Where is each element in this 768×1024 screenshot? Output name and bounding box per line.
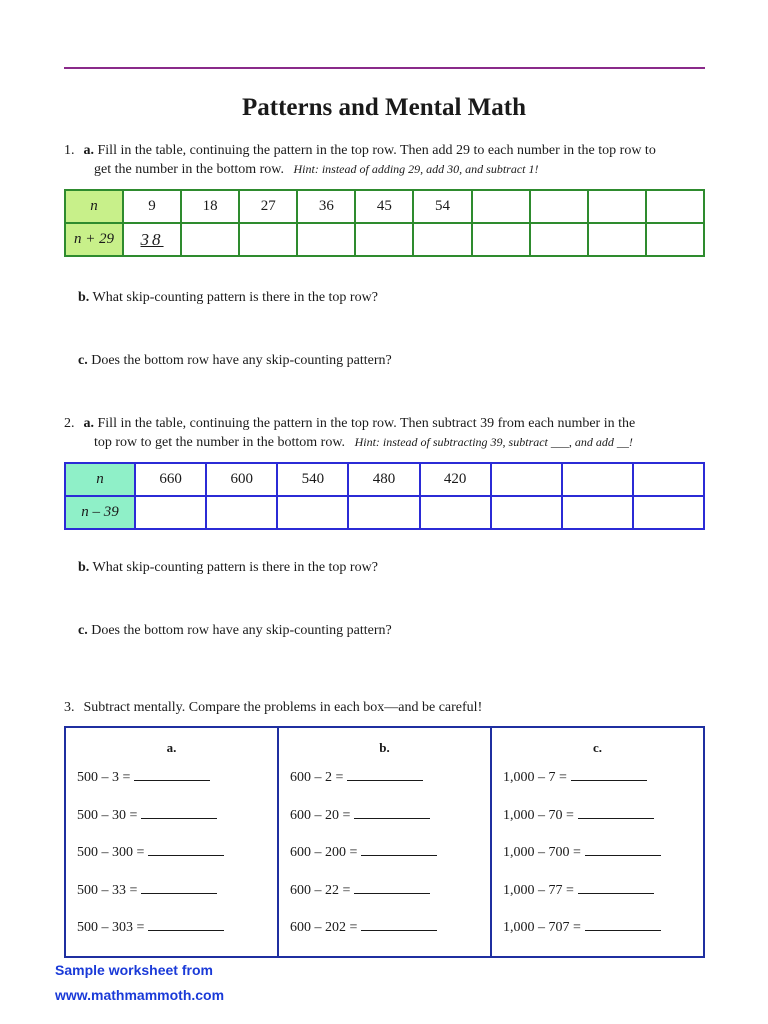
q2-cell[interactable]: 420 [420, 463, 491, 496]
q1-cell[interactable] [239, 223, 297, 256]
q2-cell[interactable] [562, 463, 633, 496]
q1-cell[interactable] [297, 223, 355, 256]
q1-part-c-label: c. [78, 353, 88, 368]
q1-part-b-text: What skip-counting pattern is there in the top row? [92, 290, 378, 305]
q1-line1: Fill in the table, continuing the pattern in the top row. Then add 29 to each number in the top row to [97, 143, 656, 158]
q3-column-label: c. [592, 740, 603, 755]
q1-cell[interactable]: 18 [181, 190, 239, 223]
q2-cell[interactable]: 540 [277, 463, 348, 496]
q1-hint: Hint: instead of adding 29, add 30, and subtract 1! [293, 162, 539, 176]
answer-blank[interactable] [354, 881, 430, 894]
q3-problem [66, 918, 277, 956]
q3-problem [66, 843, 277, 881]
q1-cell[interactable] [530, 190, 588, 223]
q2-line1: Fill in the table, continuing the pattern in the top row. Then subtract 39 from each number in the [97, 416, 636, 431]
q3-problem-text: 1,000 – 77 = [503, 882, 574, 898]
q3-problem-text: 1,000 – 700 = [503, 845, 581, 860]
q2-number: 2. [64, 416, 75, 431]
q1-row2-header [65, 223, 123, 256]
q2-cell[interactable]: 600 [206, 463, 277, 496]
answer-blank[interactable] [361, 918, 437, 931]
q1-cell[interactable] [472, 190, 530, 223]
q3-problem [492, 806, 703, 844]
q3-problem [279, 918, 490, 956]
answer-blank[interactable] [134, 768, 210, 781]
answer-blank[interactable] [578, 881, 654, 894]
q1-cell[interactable] [181, 223, 239, 256]
q3-instructions [64, 699, 714, 717]
q3-problem-text: 600 – 202 = [290, 920, 358, 935]
q2-cell[interactable] [206, 496, 277, 529]
q1-part-b-label: b. [78, 290, 90, 305]
q3-column-b [278, 727, 491, 957]
answer-blank[interactable] [585, 918, 661, 931]
answer-blank[interactable] [148, 918, 224, 931]
q1-bottom-row [65, 223, 704, 256]
answer-blank[interactable] [141, 806, 217, 819]
q3-problem [492, 918, 703, 956]
q1-row2-header-text: n + 29 [73, 231, 115, 247]
q3-problem-text: 1,000 – 7 = [503, 770, 567, 785]
q1-part-c-text: Does the bottom row have any skip-counting pattern? [91, 353, 392, 368]
q2-part-c [78, 623, 392, 639]
q3-problem [492, 768, 703, 806]
q3-problem [492, 843, 703, 881]
q3-problem-text: 600 – 22 = [290, 882, 351, 898]
q2-cell[interactable]: 660 [135, 463, 206, 496]
q3-instruction-text: Subtract mentally. Compare the problems in each box—and be careful! [83, 700, 483, 715]
q1-cell[interactable] [646, 190, 704, 223]
q2-instructions [64, 415, 714, 452]
q2-part-c-label: c. [78, 623, 88, 638]
q3-problem [66, 768, 277, 806]
answer-blank[interactable] [578, 806, 654, 819]
q3-problem [66, 881, 277, 919]
q1-cell[interactable] [588, 190, 646, 223]
q3-problem [279, 806, 490, 844]
q2-part-b-label: b. [78, 560, 90, 575]
q2-cell[interactable] [633, 463, 704, 496]
q3-problem [279, 843, 490, 881]
q1-part-c [78, 353, 392, 369]
answer-blank[interactable] [585, 843, 661, 856]
q2-part-c-text: Does the bottom row have any skip-counting pattern? [91, 623, 392, 638]
q2-cell[interactable] [420, 496, 491, 529]
q3-problem-text: 600 – 2 = [290, 770, 344, 785]
q1-cell[interactable] [355, 223, 413, 256]
q2-cell[interactable] [491, 496, 562, 529]
q1-cell[interactable]: 9 [123, 190, 181, 223]
answer-blank[interactable] [347, 768, 423, 781]
q1-cell[interactable] [530, 223, 588, 256]
q1-cell[interactable] [646, 223, 704, 256]
answer-blank[interactable] [571, 768, 647, 781]
title-rule [64, 67, 705, 69]
footer-link[interactable]: www.mathmammoth.com [55, 987, 225, 1003]
q3-problem-text: 1,000 – 70 = [503, 807, 574, 823]
q1-cell[interactable] [588, 223, 646, 256]
q2-pattern-table [64, 462, 705, 530]
q3-problem [279, 881, 490, 919]
q2-cell[interactable] [562, 496, 633, 529]
q1-instructions [64, 142, 714, 179]
q1-cell[interactable]: 36 [297, 190, 355, 223]
q3-problem-text: 500 – 3 = [77, 770, 131, 785]
q2-top-row [65, 463, 704, 496]
q1-row1-header: n [65, 190, 123, 223]
q3-column-c [491, 727, 704, 957]
q3-problem [492, 881, 703, 919]
q2-line2: top row to get the number in the bottom row. [94, 435, 346, 450]
footer-caption: Sample worksheet from [55, 962, 213, 978]
q3-problem-text: 500 – 300 = [77, 845, 145, 860]
q3-problem [279, 768, 490, 806]
answer-blank[interactable] [361, 843, 437, 856]
q2-bottom-row [65, 496, 704, 529]
q1-cell[interactable]: 54 [413, 190, 471, 223]
q1-number: 1. [64, 143, 75, 158]
q3-column-label: a. [166, 740, 177, 755]
q1-pattern-table [64, 189, 705, 257]
q1-cell[interactable] [123, 223, 181, 256]
answer-blank[interactable] [354, 806, 430, 819]
q3-problem-text: 600 – 20 = [290, 807, 351, 823]
q1-cell[interactable]: 45 [355, 190, 413, 223]
q3-number: 3. [64, 700, 75, 715]
q1-cell[interactable] [472, 223, 530, 256]
q3-problem-text: 500 – 33 = [77, 882, 138, 898]
q1-cell[interactable]: 27 [239, 190, 297, 223]
q1-part-a-label: a. [83, 143, 94, 158]
answer-blank[interactable] [148, 843, 224, 856]
q3-problem-text: 500 – 30 = [77, 807, 138, 823]
q2-hint: Hint: instead of subtracting 39, subtract ___, and add __! [354, 435, 633, 449]
q3-problem-text: 500 – 303 = [77, 920, 145, 935]
q2-row2-header: n – 39 [65, 496, 135, 529]
q2-cell[interactable] [633, 496, 704, 529]
q2-cell[interactable] [135, 496, 206, 529]
page-title: Patterns and Mental Math [242, 94, 526, 121]
q1-part-b [78, 290, 378, 306]
q3-column-a [65, 727, 278, 957]
q3-problem-text: 1,000 – 707 = [503, 920, 581, 935]
answer-blank[interactable] [141, 881, 217, 894]
q2-cell[interactable] [277, 496, 348, 529]
q2-part-a-label: a. [83, 416, 94, 431]
q2-cell[interactable]: 480 [348, 463, 419, 496]
q2-part-b-text: What skip-counting pattern is there in the top row? [92, 560, 378, 575]
q2-row1-header: n [65, 463, 135, 496]
q1-example-answer: 38 [140, 229, 164, 249]
q1-top-row [65, 190, 704, 223]
q2-cell[interactable] [491, 463, 562, 496]
q2-part-b [78, 560, 378, 576]
q3-problem [66, 806, 277, 844]
q1-line2: get the number in the bottom row. [94, 162, 284, 177]
q1-cell[interactable] [413, 223, 471, 256]
q3-problem-text: 600 – 200 = [290, 845, 358, 860]
q3-problem-box [64, 726, 705, 958]
q2-cell[interactable] [348, 496, 419, 529]
q3-column-label: b. [379, 740, 390, 755]
